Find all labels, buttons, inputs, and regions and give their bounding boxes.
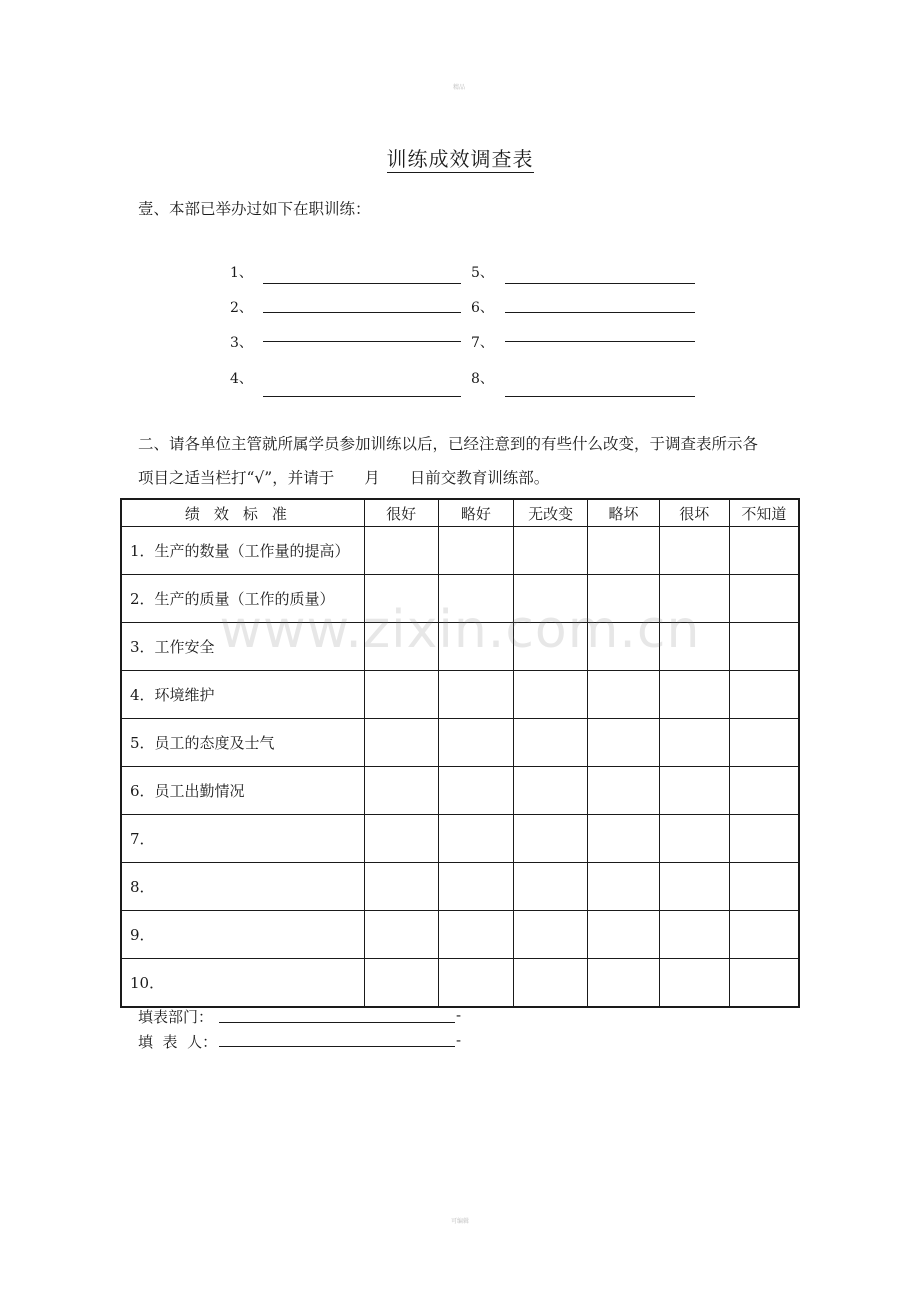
table-row [121,863,799,911]
list-item-number: 7、 [471,335,494,351]
check-cell[interactable] [588,719,660,767]
fill-line [263,312,461,313]
table-row [121,911,799,959]
check-cell[interactable] [514,527,588,575]
check-cell[interactable] [659,911,729,959]
check-cell[interactable] [514,863,588,911]
check-cell[interactable] [729,959,799,1008]
list-item-number: 8、 [471,371,494,387]
check-cell[interactable] [729,911,799,959]
check-cell[interactable] [729,767,799,815]
check-cell[interactable] [364,527,438,575]
check-cell[interactable] [514,671,588,719]
check-cell[interactable] [659,527,729,575]
check-cell[interactable] [659,959,729,1008]
header-note: 精品 [453,84,466,91]
check-cell[interactable] [659,863,729,911]
check-cell[interactable] [729,863,799,911]
check-cell[interactable] [364,671,438,719]
criterion-label: 10． [121,959,364,1008]
check-cell[interactable] [588,671,660,719]
check-cell[interactable] [438,959,514,1008]
check-cell[interactable] [729,527,799,575]
document-title: 训练成效调查表 [386,147,534,171]
fill-line [505,396,695,397]
check-cell[interactable] [514,911,588,959]
check-cell[interactable] [729,815,799,863]
criterion-label: 1．生产的数量（工作量的提高） [121,527,364,575]
dept-fill-line[interactable] [219,1022,455,1023]
header-slightly-bad: 略坏 [588,499,660,527]
person-line-end: - [456,1031,462,1049]
table-row [121,719,799,767]
fill-line [263,396,461,397]
table-row [121,527,799,575]
list-item-number: 4、 [230,371,253,387]
section2-line2 [138,466,549,488]
header-unknown: 不知道 [729,499,799,527]
table-row [121,767,799,815]
check-cell[interactable] [364,863,438,911]
check-cell[interactable] [438,671,514,719]
table-row [121,815,799,863]
check-cell[interactable] [364,767,438,815]
fill-line [263,283,461,284]
criterion-label: 6．员工出勤情况 [121,767,364,815]
check-cell[interactable] [438,815,514,863]
evaluation-table [120,498,800,1008]
list-item-number: 5、 [471,265,494,281]
bottom-note: 可编辑 [451,1218,470,1225]
check-cell[interactable] [588,767,660,815]
person-label: 填 表 人： [138,1033,218,1051]
person-fill-line[interactable] [219,1046,455,1047]
check-cell[interactable] [514,767,588,815]
check-cell[interactable] [514,959,588,1008]
check-cell[interactable] [514,815,588,863]
check-cell[interactable] [364,911,438,959]
fill-line [505,341,695,342]
check-cell[interactable] [588,911,660,959]
fill-line [505,283,695,284]
check-cell[interactable] [659,815,729,863]
header-very-good: 很好 [364,499,438,527]
month-label: 月 [364,469,380,487]
list-item-number: 2、 [230,300,253,316]
check-cell[interactable] [588,959,660,1008]
dept-label: 填表部门： [138,1008,214,1026]
check-cell[interactable] [514,719,588,767]
criterion-label: 5．员工的态度及士气 [121,719,364,767]
check-cell[interactable] [364,959,438,1008]
check-cell[interactable] [438,911,514,959]
list-item-number: 1、 [230,265,253,281]
table-row [121,671,799,719]
watermark: www.zixin.com.cn [219,600,701,660]
check-cell[interactable] [588,815,660,863]
criterion-label: 3．工作安全 [121,623,364,671]
check-cell[interactable] [659,671,729,719]
instruction-text: 项目之适当栏打“√”，并请于 [138,469,335,487]
list-item-number: 6、 [471,300,494,316]
check-cell[interactable] [729,671,799,719]
check-cell[interactable] [659,719,729,767]
check-cell[interactable] [364,719,438,767]
list-item-number: 3、 [230,335,253,351]
check-cell[interactable] [438,863,514,911]
fill-line [505,312,695,313]
table-row [121,959,799,1008]
criterion-label: 7． [121,815,364,863]
criterion-label: 9． [121,911,364,959]
deadline-text: 日前交教育训练部。 [409,469,550,487]
check-cell[interactable] [729,719,799,767]
check-cell[interactable] [438,767,514,815]
criterion-label: 8． [121,863,364,911]
criterion-label: 4．环境维护 [121,671,364,719]
header-no-change: 无改变 [514,499,588,527]
check-cell[interactable] [659,767,729,815]
check-cell[interactable] [438,527,514,575]
section1-heading: 壹、本部已举办过如下在职训练： [138,200,371,218]
criterion-label: 2．生产的质量（工作的质量） [121,575,364,623]
header-very-bad: 很坏 [659,499,729,527]
check-cell[interactable] [588,863,660,911]
check-cell[interactable] [588,527,660,575]
check-cell[interactable] [438,719,514,767]
header-slightly-good: 略好 [438,499,514,527]
header-criteria: 绩效标准 [121,499,364,527]
check-cell[interactable] [364,815,438,863]
dept-line-end: - [456,1006,462,1024]
table-header-row [121,499,799,527]
section2-line1: 二、请各单位主管就所属学员参加训练以后，已经注意到的有些什么改变，于调查表所示各 [138,435,759,453]
fill-line [263,341,461,342]
